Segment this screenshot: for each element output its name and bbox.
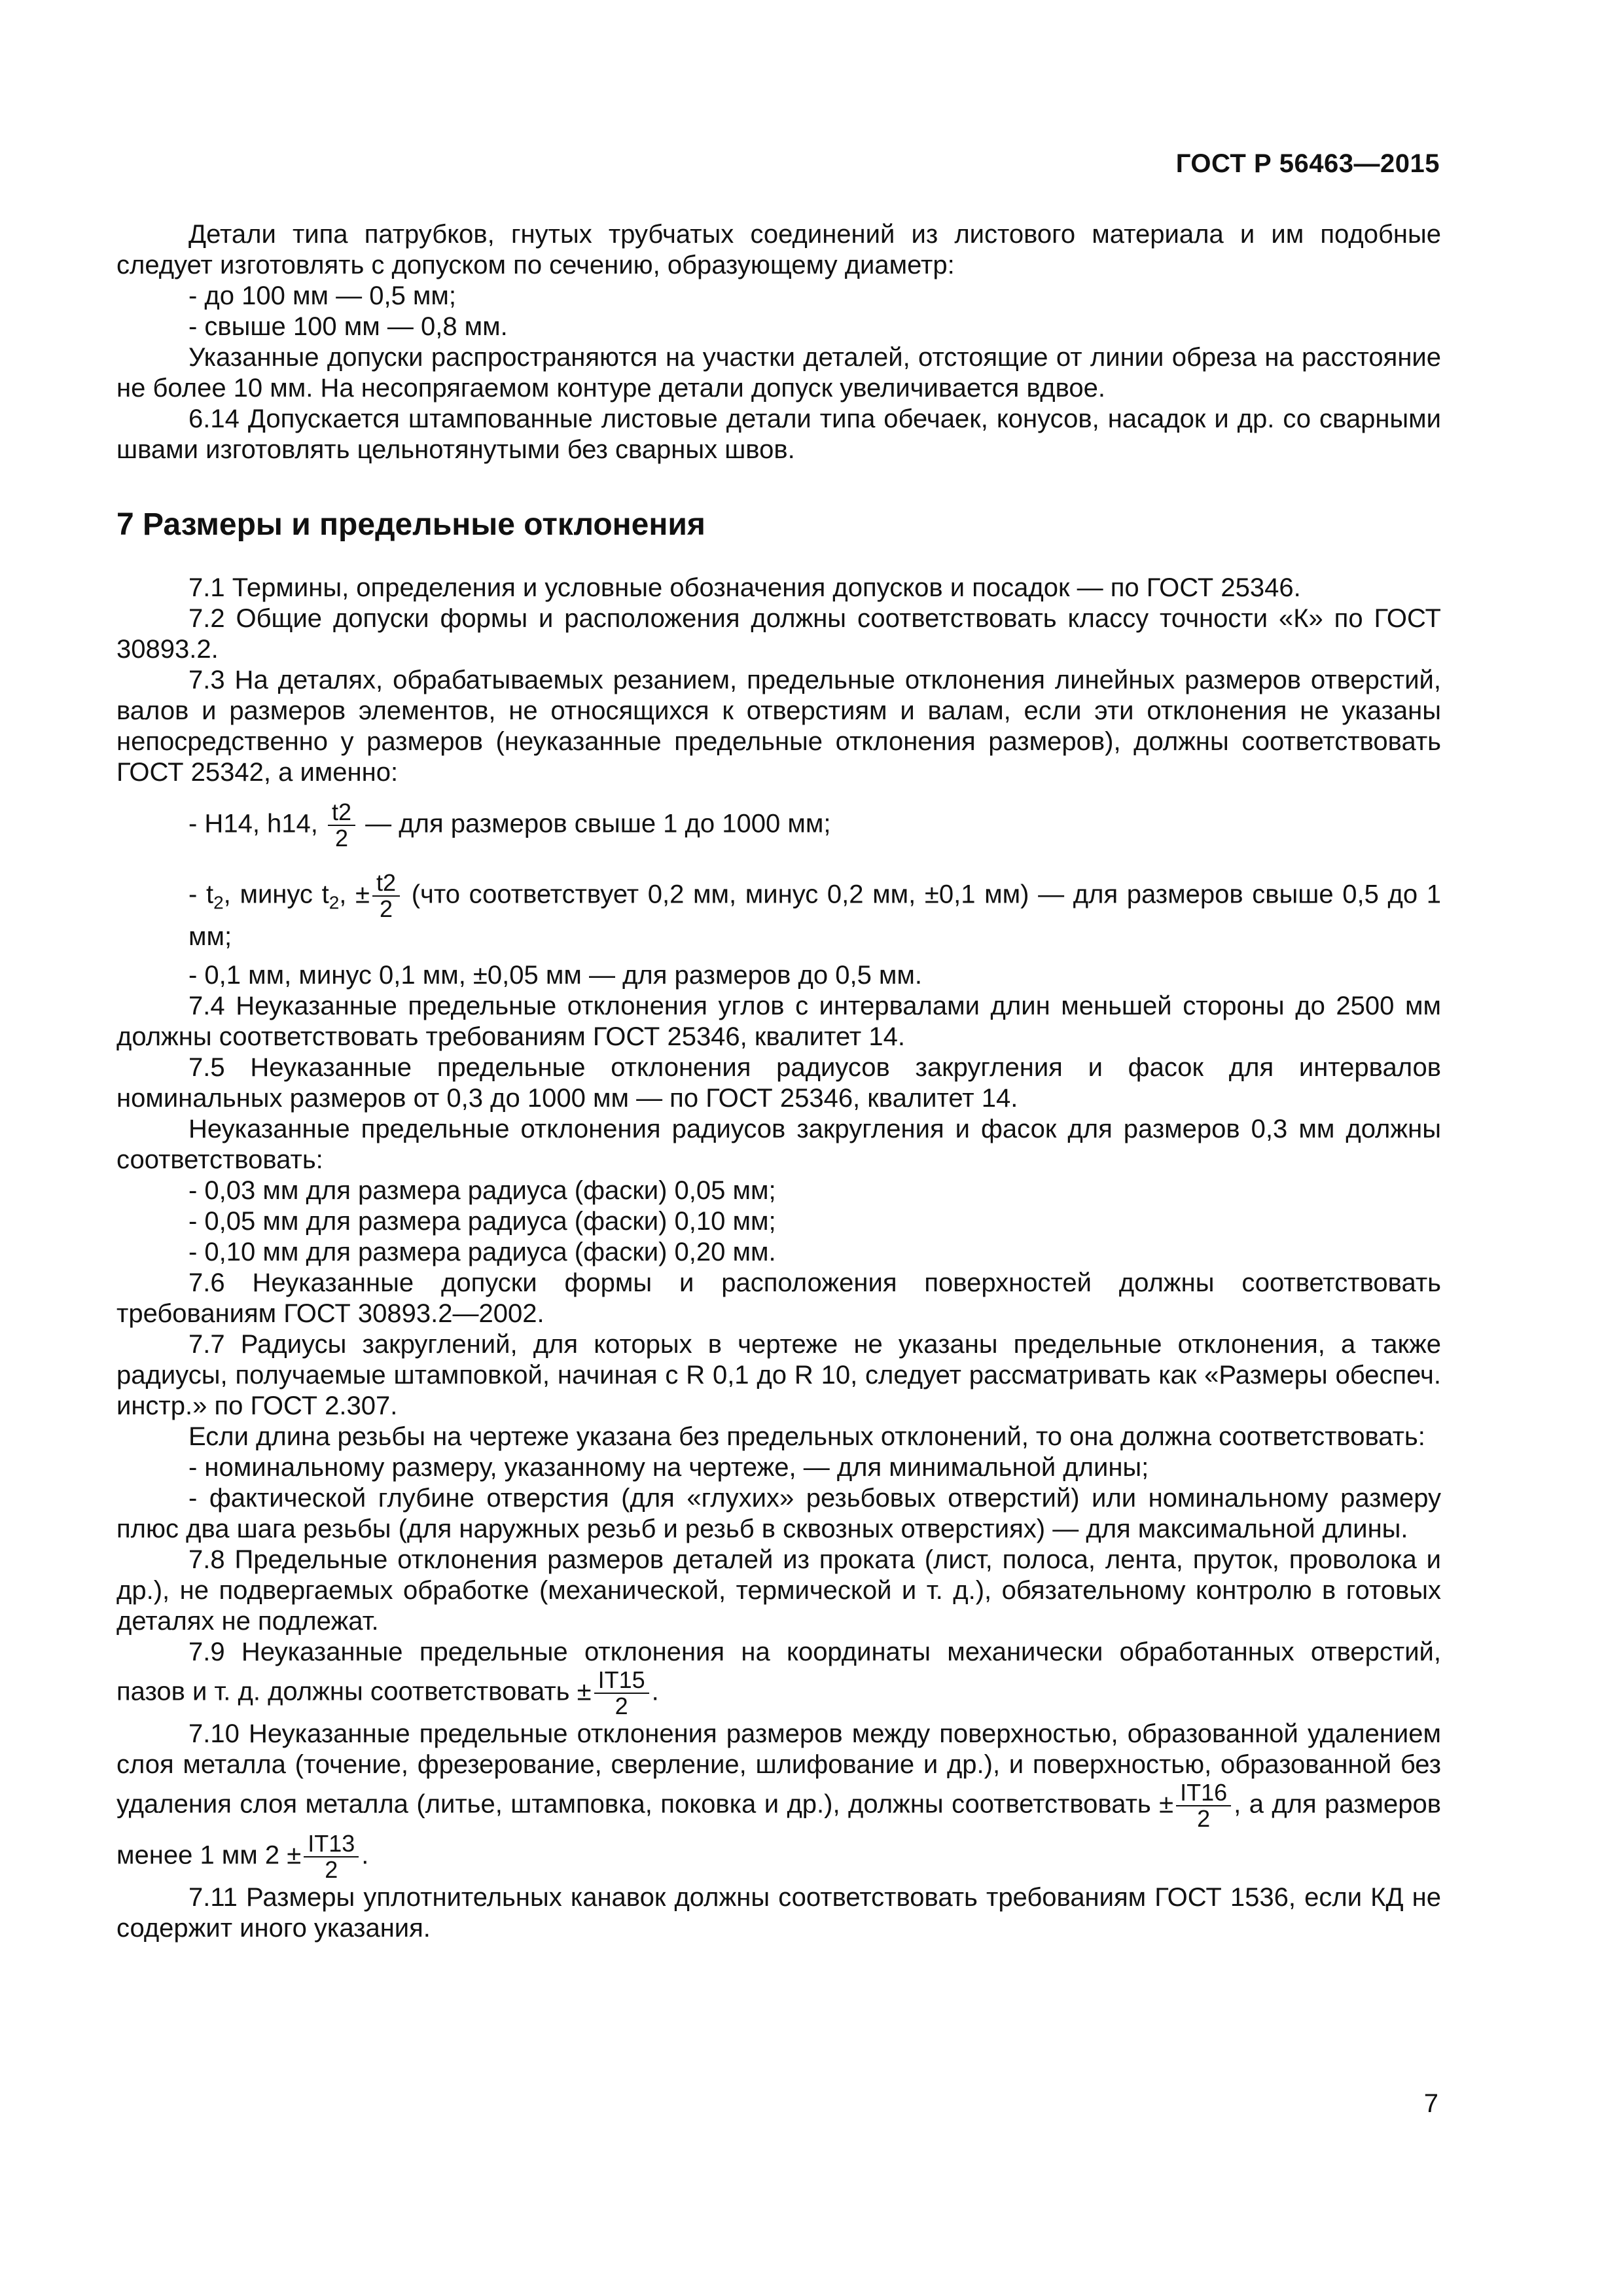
list-item: - 0,1 мм, минус 0,1 мм, ±0,05 мм — для размеров до 0,5 мм.: [188, 961, 923, 990]
subscript: 2: [329, 892, 340, 913]
formula-prefix: - H14, h14,: [188, 809, 318, 838]
fraction-denominator: 2: [615, 1693, 628, 1719]
formula-line-1: [116, 788, 1441, 859]
formula-suffix: (что соответствует 0,2 мм, минус 0,2 мм, ±0,1 мм) — для размеров свыше 0,5 до 1 мм;: [188, 880, 1442, 951]
list-item: - до 100 мм — 0,5 мм;: [188, 281, 457, 310]
fraction: [594, 1668, 649, 1719]
fraction-denominator: 2: [380, 895, 393, 922]
fraction: [328, 800, 355, 851]
clause-7-7: 7.7 Радиусы закруглений, для которых в чертеже не указаны предельные отклонения, а также радиусы, получаемые штамповкой, начиная с R 0,1 до R 10, следует рассматривать как «Размеры обеспеч. инстр.» по ГОСТ 2.307.: [116, 1330, 1441, 1420]
fraction-denominator: 2: [325, 1856, 338, 1883]
fraction-numerator: t2: [328, 800, 355, 826]
formula-line-2: [116, 859, 1441, 960]
list-item: - 0,05 мм для размера радиуса (фаски) 0,10 мм;: [188, 1207, 776, 1236]
clause-7-9: [116, 1637, 1441, 1719]
fraction-numerator: IT16: [1176, 1780, 1231, 1806]
fraction: [372, 870, 400, 922]
clause-text: .: [651, 1677, 659, 1706]
clause-7-10: [116, 1719, 1441, 1882]
document-header: ГОСТ Р 56463—2015: [1175, 149, 1440, 178]
clause-7-3: 7.3 На деталях, обрабатываемых резанием, предельные отклонения линейных размеров отверстий, валов и размеров элементов, не относящихся к отверстиям и валам, если эти отклонения не указаны непосредственно у размеров (неуказанные предельные отклонения размеров), должны соответствовать ГОСТ 25342, а именно:: [116, 666, 1441, 787]
list-item: - фактической глубине отверстия (для «глухих» резьбовых отверстий) или номинальному размеру плюс два шага резьбы (для наружных резьб и резьб в сквозных отверстиях) — для максимальной длины.: [116, 1484, 1441, 1543]
clause-text: , а для размеров менее 1 мм 2 ±: [116, 1789, 1441, 1870]
page-body: [116, 219, 1441, 1944]
fraction: [1176, 1780, 1231, 1831]
paragraph: Если длина резьбы на чертеже указана без предельных отклонений, то она должна соответствовать:: [188, 1422, 1425, 1451]
clause-text: 7.9 Неуказанные предельные отклонения на координаты механически обработанных отверстий, пазов и т. д. должны соответствовать ±: [116, 1638, 1441, 1706]
clause-text: 7.10 Неуказанные предельные отклонения размеров между поверхностью, образованной удалением слоя металла (точение, фрезерование, сверление, шлифование и др.), и поверхностью, образованной без удаления слоя металла (литье, штамповка, поковка и др.), должны соответствовать ±: [116, 1719, 1441, 1819]
clause-6-14: 6.14 Допускается штампованные листовые детали типа обечаек, конусов, насадок и др. со сварными швами изготовлять цельнотянутыми без сварных швов.: [116, 404, 1441, 464]
clause-7-5: 7.5 Неуказанные предельные отклонения радиусов закругления и фасок для интервалов номинальных размеров от 0,3 до 1000 мм — по ГОСТ 25346, квалитет 14.: [116, 1053, 1441, 1113]
clause-7-6: 7.6 Неуказанные допуски формы и расположения поверхностей должны соответствовать требованиям ГОСТ 30893.2—2002.: [116, 1268, 1441, 1328]
clause-7-1: 7.1 Термины, определения и условные обозначения допусков и посадок — по ГОСТ 25346.: [188, 573, 1301, 602]
clause-7-4: 7.4 Неуказанные предельные отклонения углов с интервалами длин меньшей стороны до 2500 мм должны соответствовать требованиям ГОСТ 25346, квалитет 14.: [116, 992, 1441, 1051]
clause-text: .: [361, 1840, 369, 1870]
fraction-numerator: IT15: [594, 1668, 649, 1694]
formula-text: , минус t: [223, 880, 329, 909]
page-number: 7: [1423, 2089, 1438, 2118]
fraction: [304, 1831, 359, 1882]
clause-7-11: 7.11 Размеры уплотнительных канавок должны соответствовать требованиям ГОСТ 1536, если КД не содержит иного указания.: [116, 1883, 1441, 1943]
list-item: - 0,10 мм для размера радиуса (фаски) 0,20 мм.: [188, 1238, 776, 1266]
formula-prefix: - t: [188, 880, 214, 909]
fraction-denominator: 2: [335, 825, 349, 852]
clause-7-2: 7.2 Общие допуски формы и расположения должны соответствовать классу точности «К» по ГОСТ 30893.2.: [116, 604, 1441, 664]
clause-7-8: 7.8 Предельные отклонения размеров деталей из проката (лист, полоса, лента, пруток, проволока и др.), не подвергаемых обработке (механической, термической и т. д.), обязательному контролю в готовых деталях не подлежат.: [116, 1545, 1441, 1636]
fraction-numerator: t2: [372, 870, 400, 897]
list-item: - свыше 100 мм — 0,8 мм.: [188, 312, 508, 341]
subscript: 2: [213, 892, 224, 913]
paragraph: Неуказанные предельные отклонения радиусов закругления и фасок для размеров 0,3 мм должны соответствовать:: [116, 1115, 1441, 1174]
formula-text: , ±: [339, 880, 370, 909]
paragraph-intro: Детали типа патрубков, гнутых трубчатых соединений из листового материала и им подобные следует изготовлять с допуском по сечению, образующему диаметр:: [116, 220, 1441, 279]
list-item: - 0,03 мм для размера радиуса (фаски) 0,05 мм;: [188, 1176, 776, 1205]
paragraph: Указанные допуски распространяются на участки деталей, отстоящие от линии обреза на расстояние не более 10 мм. На несопрягаемом контуре детали допуск увеличивается вдвое.: [116, 343, 1441, 403]
fraction-denominator: 2: [1197, 1805, 1211, 1832]
section-heading: 7 Размеры и предельные отклонения: [116, 507, 705, 542]
list-item: - номинальному размеру, указанному на чертеже, — для минимальной длины;: [188, 1453, 1149, 1482]
fraction-numerator: IT13: [304, 1831, 359, 1857]
formula-suffix: — для размеров свыше 1 до 1000 мм;: [365, 809, 831, 838]
